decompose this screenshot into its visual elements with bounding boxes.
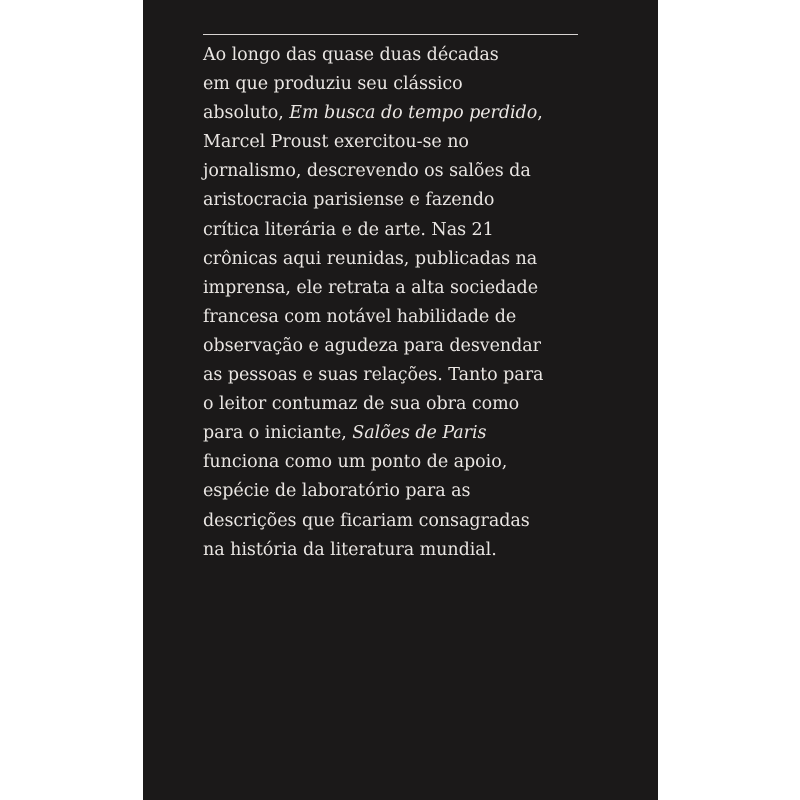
- synopsis-line: [203, 99, 603, 128]
- book-title-saloes-de-paris: Salões de Paris: [352, 423, 487, 444]
- synopsis-text: aristocracia parisiense e fazendo: [203, 190, 495, 211]
- synopsis-text: Ao longo das quase duas décadas: [203, 45, 499, 65]
- synopsis-text: na história da literatura mundial.: [203, 539, 497, 560]
- synopsis-line: [203, 216, 603, 245]
- top-divider-rule: [203, 34, 578, 35]
- synopsis-line: [203, 390, 603, 419]
- book-title-em-busca: Em busca do tempo perdido: [289, 103, 538, 124]
- synopsis-line: [203, 128, 603, 157]
- synopsis-text: crítica literária e de arte. Nas 21: [203, 219, 494, 240]
- synopsis-line: [203, 70, 603, 99]
- book-back-cover: [143, 0, 658, 800]
- synopsis-text: para o iniciante,: [203, 423, 353, 444]
- synopsis-line: [203, 361, 603, 390]
- synopsis-text: Marcel Proust exercitou-se no: [203, 132, 469, 153]
- synopsis-line: [203, 41, 603, 70]
- synopsis-line: [203, 536, 603, 565]
- synopsis-line: [203, 274, 603, 303]
- synopsis-text: francesa com notável habilidade de: [203, 306, 517, 327]
- synopsis-text: absoluto,: [203, 103, 290, 124]
- synopsis-text: espécie de laboratório para as: [203, 481, 471, 502]
- synopsis-line: [203, 186, 603, 215]
- synopsis-line: [203, 157, 603, 186]
- synopsis-text: crônicas aqui reunidas, publicadas na: [203, 248, 538, 269]
- synopsis-text: observação e agudeza para desvendar: [203, 335, 541, 356]
- synopsis-line: [203, 245, 603, 274]
- synopsis-text: as pessoas e suas relações. Tanto para: [203, 365, 544, 386]
- synopsis-line: [203, 419, 603, 448]
- synopsis-text: funciona como um ponto de apoio,: [203, 452, 508, 473]
- synopsis-text: descrições que ficariam consagradas: [203, 510, 530, 531]
- synopsis-text: imprensa, ele retrata a alta sociedade: [203, 277, 539, 298]
- synopsis-text: jornalismo, descrevendo os salões da: [203, 161, 531, 182]
- synopsis-line: [203, 303, 603, 332]
- synopsis-paragraph: [203, 41, 603, 565]
- synopsis-text: ,: [537, 103, 543, 124]
- synopsis-line: [203, 477, 603, 506]
- synopsis-line: [203, 448, 603, 477]
- synopsis-text: o leitor contumaz de sua obra como: [203, 394, 520, 415]
- synopsis-line: [203, 332, 603, 361]
- synopsis-line: [203, 507, 603, 536]
- synopsis-text: em que produziu seu clássico: [203, 74, 463, 95]
